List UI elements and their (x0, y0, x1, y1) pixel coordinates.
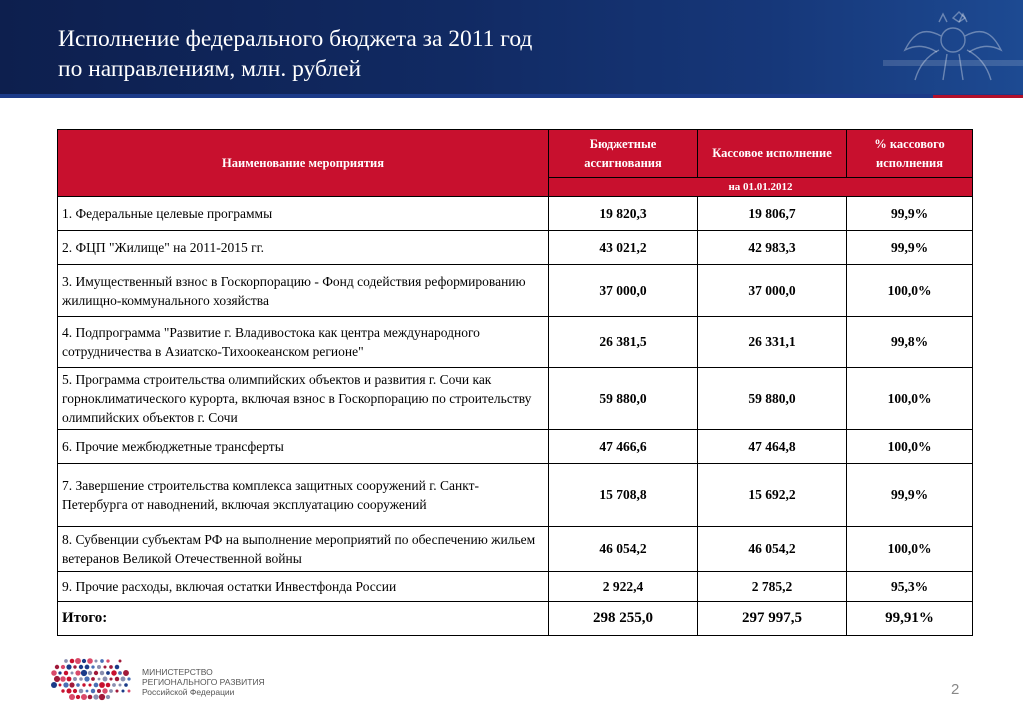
table-row (58, 317, 973, 368)
table-row (58, 572, 973, 602)
row-name: 9. Прочие расходы, включая остатки Инвестфонда России (58, 572, 549, 602)
row-cash: 19 806,7 (698, 197, 847, 231)
row-cash: 47 464,8 (698, 430, 847, 464)
total-label: Итого: (58, 602, 549, 636)
ministry-logo-icon (50, 655, 132, 701)
total-row (58, 602, 973, 636)
row-percent: 100,0% (847, 430, 973, 464)
row-name: 5. Программа строительства олимпийских объектов и развития г. Сочи как горноклиматического курорта, включая взнос в Госкорпорацию по строительству олимпийских объектов г. Сочи (58, 368, 549, 430)
row-name: 2. ФЦП "Жилище" на 2011-2015 гг. (58, 231, 549, 265)
column-header-percent: % кассового исполнения (847, 130, 973, 178)
table-row (58, 464, 973, 527)
row-percent: 99,8% (847, 317, 973, 368)
title-line-2: по направлениям, млн. рублей (58, 56, 362, 82)
row-percent: 99,9% (847, 197, 973, 231)
row-budget: 43 021,2 (549, 231, 698, 265)
table-row (58, 265, 973, 317)
row-cash: 15 692,2 (698, 464, 847, 527)
header-red-stripe (933, 95, 1023, 98)
total-budget: 298 255,0 (549, 602, 698, 636)
row-budget: 37 000,0 (549, 265, 698, 317)
row-cash: 2 785,2 (698, 572, 847, 602)
row-percent: 99,9% (847, 231, 973, 265)
row-name: 6. Прочие межбюджетные трансферты (58, 430, 549, 464)
row-budget: 26 381,5 (549, 317, 698, 368)
row-percent: 100,0% (847, 368, 973, 430)
row-name: 4. Подпрограмма "Развитие г. Владивостока как центра международного сотрудничества в Азиатско-Тихоокеанском регионе" (58, 317, 549, 368)
total-percent: 99,91% (847, 602, 973, 636)
ministry-name-line-2: РЕГИОНАЛЬНОГО РАЗВИТИЯ (142, 677, 265, 687)
column-header-name: Наименование мероприятия (58, 130, 549, 197)
header-blue-stripe (0, 94, 1023, 98)
ministry-name (142, 667, 265, 697)
slide-header (0, 0, 1023, 98)
row-budget: 19 820,3 (549, 197, 698, 231)
table-row (58, 368, 973, 430)
row-name: 7. Завершение строительства комплекса защитных сооружений г. Санкт-Петербурга от наводнений, включая эксплуатацию сооружений (58, 464, 549, 527)
row-percent: 99,9% (847, 464, 973, 527)
row-cash: 26 331,1 (698, 317, 847, 368)
table-row (58, 231, 973, 265)
column-header-cash: Кассовое исполнение (698, 130, 847, 178)
column-header-budget: Бюджетные ассигнования (549, 130, 698, 178)
page-number: 2 (951, 681, 960, 698)
table-row (58, 527, 973, 572)
as-of-date: на 01.01.2012 (549, 178, 973, 197)
row-percent: 95,3% (847, 572, 973, 602)
row-name: 1. Федеральные целевые программы (58, 197, 549, 231)
slide-title (58, 24, 532, 84)
row-cash: 46 054,2 (698, 527, 847, 572)
row-name: 3. Имущественный взнос в Госкорпорацию - Фонд содействия реформированию жилищно-коммунального хозяйства (58, 265, 549, 317)
row-cash: 59 880,0 (698, 368, 847, 430)
row-budget: 2 922,4 (549, 572, 698, 602)
row-budget: 59 880,0 (549, 368, 698, 430)
ministry-name-line-3: Российской Федерации (142, 687, 235, 697)
ministry-name-line-1: МИНИСТЕРСТВО (142, 667, 213, 677)
table-row (58, 197, 973, 231)
title-line-1: Исполнение федерального бюджета за 2011 год (58, 26, 533, 52)
row-cash: 37 000,0 (698, 265, 847, 317)
row-cash: 42 983,3 (698, 231, 847, 265)
row-name: 8. Субвенции субъектам РФ на выполнение мероприятий по обеспечению жильем ветеранов Великой Отечественной войны (58, 527, 549, 572)
total-cash: 297 997,5 (698, 602, 847, 636)
budget-table (57, 129, 973, 636)
row-percent: 100,0% (847, 265, 973, 317)
eagle-emblem-icon (883, 0, 1023, 98)
row-percent: 100,0% (847, 527, 973, 572)
row-budget: 47 466,6 (549, 430, 698, 464)
table-row (58, 430, 973, 464)
row-budget: 46 054,2 (549, 527, 698, 572)
row-budget: 15 708,8 (549, 464, 698, 527)
